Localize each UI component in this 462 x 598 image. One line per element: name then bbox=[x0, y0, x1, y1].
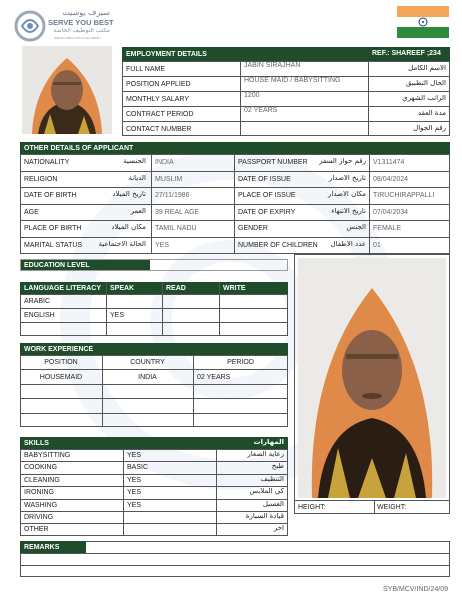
applicant-photo-large bbox=[298, 258, 446, 498]
detail-label-arabic: رقم جواز السفر bbox=[319, 158, 366, 165]
detail-value: YES bbox=[155, 242, 170, 249]
skill-name-arabic: قيادة السيارة bbox=[245, 513, 284, 520]
work-cell: HOUSEMAID bbox=[39, 374, 83, 381]
detail-label: GENDER bbox=[238, 225, 268, 233]
skill-name: CLEANING bbox=[24, 476, 60, 484]
remarks-title: REMARKS bbox=[24, 544, 60, 551]
skill-name-arabic: رعاية الصغار bbox=[247, 451, 284, 458]
education-box bbox=[20, 259, 288, 271]
work-title: WORK EXPERIENCE bbox=[24, 346, 94, 353]
detail-label: DATE OF EXPIRY bbox=[238, 208, 296, 216]
detail-label: PLACE OF ISSUE bbox=[238, 192, 296, 200]
detail-label-arabic: الجنس bbox=[346, 224, 366, 232]
detail-value: V1311474 bbox=[373, 159, 405, 166]
skill-value: YES bbox=[127, 501, 142, 509]
skill-name: IRONING bbox=[24, 489, 54, 497]
logo-mark-icon bbox=[14, 10, 46, 42]
applicant-portrait-icon bbox=[22, 46, 112, 134]
detail-label-arabic: مكان الميلاد bbox=[111, 224, 146, 232]
employment-label: FULL NAME bbox=[126, 66, 166, 73]
detail-label: PASSPORT NUMBER bbox=[238, 159, 308, 166]
detail-label-arabic: الحالة الاجتماعية bbox=[98, 241, 146, 248]
employment-label: CONTACT NUMBER bbox=[126, 126, 192, 133]
employment-value: 02 YEARS bbox=[244, 107, 278, 114]
detail-label-arabic: تاريخ الانتهاء bbox=[331, 207, 366, 215]
skill-name: WASHING bbox=[24, 501, 58, 509]
language-column-header: LANGUAGE LITERACY bbox=[24, 285, 101, 292]
employment-value: HOUSE MAID / BABYSITTING bbox=[244, 77, 341, 84]
detail-label: NUMBER OF CHILDREN bbox=[238, 242, 318, 249]
skill-name-arabic: الغسيل bbox=[262, 500, 284, 508]
detail-value: FEMALE bbox=[373, 225, 402, 233]
height-label: HEIGHT: bbox=[298, 504, 326, 511]
detail-label: DATE OF BIRTH bbox=[24, 192, 77, 200]
detail-value: 27/11/1986 bbox=[155, 192, 190, 200]
detail-label: RELIGION bbox=[24, 175, 58, 183]
company-logo bbox=[14, 9, 114, 43]
logo-arabic-sub: مكتب التوظيف الخاصة bbox=[53, 28, 110, 34]
employment-value: JABIN SIRAJHAN bbox=[244, 62, 301, 69]
detail-value: TIRUCHIRAPPALLI bbox=[373, 192, 435, 200]
language-cell: YES bbox=[110, 312, 125, 319]
detail-label-arabic: الجنسية bbox=[123, 158, 146, 165]
weight-label: WEIGHT: bbox=[377, 504, 407, 511]
skill-name: BABYSITTING bbox=[24, 452, 71, 459]
language-column-header: WRITE bbox=[223, 285, 246, 292]
other-details-title: OTHER DETAILS OF APPLICANT bbox=[24, 145, 134, 152]
detail-label-arabic: مكان الاصدار bbox=[328, 191, 366, 199]
detail-value: 07/04/2034 bbox=[373, 208, 409, 216]
detail-label: DATE OF ISSUE bbox=[238, 175, 291, 183]
skills-header bbox=[20, 437, 288, 449]
employment-label-arabic: مدة العقد bbox=[418, 110, 446, 117]
work-header bbox=[20, 343, 288, 355]
language-cell: ARABIC bbox=[24, 298, 51, 305]
detail-value: INDIA bbox=[155, 159, 174, 166]
ashoka-chakra-icon bbox=[418, 17, 428, 27]
detail-label: PLACE OF BIRTH bbox=[24, 225, 82, 233]
employment-label-arabic: رقم الجوال bbox=[413, 125, 446, 132]
work-column-header: PERIOD bbox=[227, 359, 254, 366]
detail-value: MUSLIM bbox=[155, 175, 183, 183]
work-column-header: POSITION bbox=[44, 359, 78, 366]
detail-value: 01 bbox=[373, 242, 381, 249]
detail-label-arabic: تاريخ الاصدار bbox=[328, 174, 366, 182]
applicant-photo-small bbox=[22, 46, 112, 134]
remarks-header bbox=[20, 541, 86, 553]
work-cell: INDIA bbox=[138, 374, 157, 381]
language-column-header: SPEAK bbox=[110, 285, 135, 292]
skills-title: SKILLS bbox=[24, 440, 49, 447]
detail-label-arabic: تاريخ الميلاد bbox=[112, 191, 146, 199]
skill-value: YES bbox=[127, 476, 142, 484]
detail-label-arabic: العمر bbox=[130, 207, 146, 215]
employment-value: 1200 bbox=[244, 92, 260, 99]
other-details-header bbox=[20, 142, 450, 154]
logo-tag: MANPOWER RECRUITMENT bbox=[54, 37, 102, 40]
skills-title-arabic: المهارات bbox=[253, 439, 284, 446]
applicant-full-portrait-icon bbox=[298, 258, 446, 498]
work-column-header: COUNTRY bbox=[130, 359, 165, 366]
language-column-header: READ bbox=[166, 285, 186, 292]
skill-value: YES bbox=[127, 489, 142, 497]
employment-label: MONTHLY SALARY bbox=[126, 96, 190, 103]
india-flag bbox=[397, 6, 449, 38]
skill-name: DRIVING bbox=[24, 514, 54, 521]
reference-number: REF.: SHAREEF ;234 bbox=[372, 50, 441, 57]
employment-label-arabic: الاسم الكامل bbox=[408, 65, 446, 72]
logo-name: SERVE YOU BEST bbox=[48, 19, 114, 27]
detail-value: 08/04/2024 bbox=[373, 175, 409, 183]
employment-label: CONTRACT PERIOD bbox=[126, 111, 194, 118]
skill-value: YES bbox=[127, 452, 142, 459]
employment-label-arabic: الحال التطبيق bbox=[405, 80, 446, 87]
detail-label: MARITAL STATUS bbox=[24, 242, 83, 249]
language-cell: ENGLISH bbox=[24, 312, 55, 319]
detail-label-arabic: الديانة bbox=[128, 174, 146, 182]
employment-label-arabic: الراتب الشهري bbox=[402, 95, 446, 102]
skill-name: OTHER bbox=[24, 526, 49, 534]
detail-value: TAMIL NADU bbox=[155, 225, 197, 233]
employment-header-title: EMPLOYMENT DETAILS bbox=[126, 51, 207, 58]
education-title: EDUCATION LEVEL bbox=[24, 262, 90, 269]
detail-label: AGE bbox=[24, 208, 39, 216]
work-cell: 02 YEARS bbox=[197, 374, 231, 381]
skill-name-arabic: طبخ bbox=[271, 463, 284, 471]
skill-name-arabic: اخر bbox=[273, 525, 284, 533]
logo-arabic: سيرف يوسيت bbox=[62, 9, 110, 17]
skill-value: BASIC bbox=[127, 464, 149, 472]
footer-code: SYB/MCV/IND/24/09 bbox=[383, 586, 448, 593]
skill-name-arabic: التنظيف bbox=[260, 475, 284, 483]
detail-label: NATIONALITY bbox=[24, 159, 70, 166]
detail-label-arabic: عدد الاطفال bbox=[330, 241, 366, 248]
employment-label: POSITION APPLIED bbox=[126, 81, 191, 88]
skill-name-arabic: كي الملابس bbox=[249, 488, 284, 496]
detail-value: 39 REAL AGE bbox=[155, 208, 200, 216]
skill-name: COOKING bbox=[24, 464, 58, 472]
